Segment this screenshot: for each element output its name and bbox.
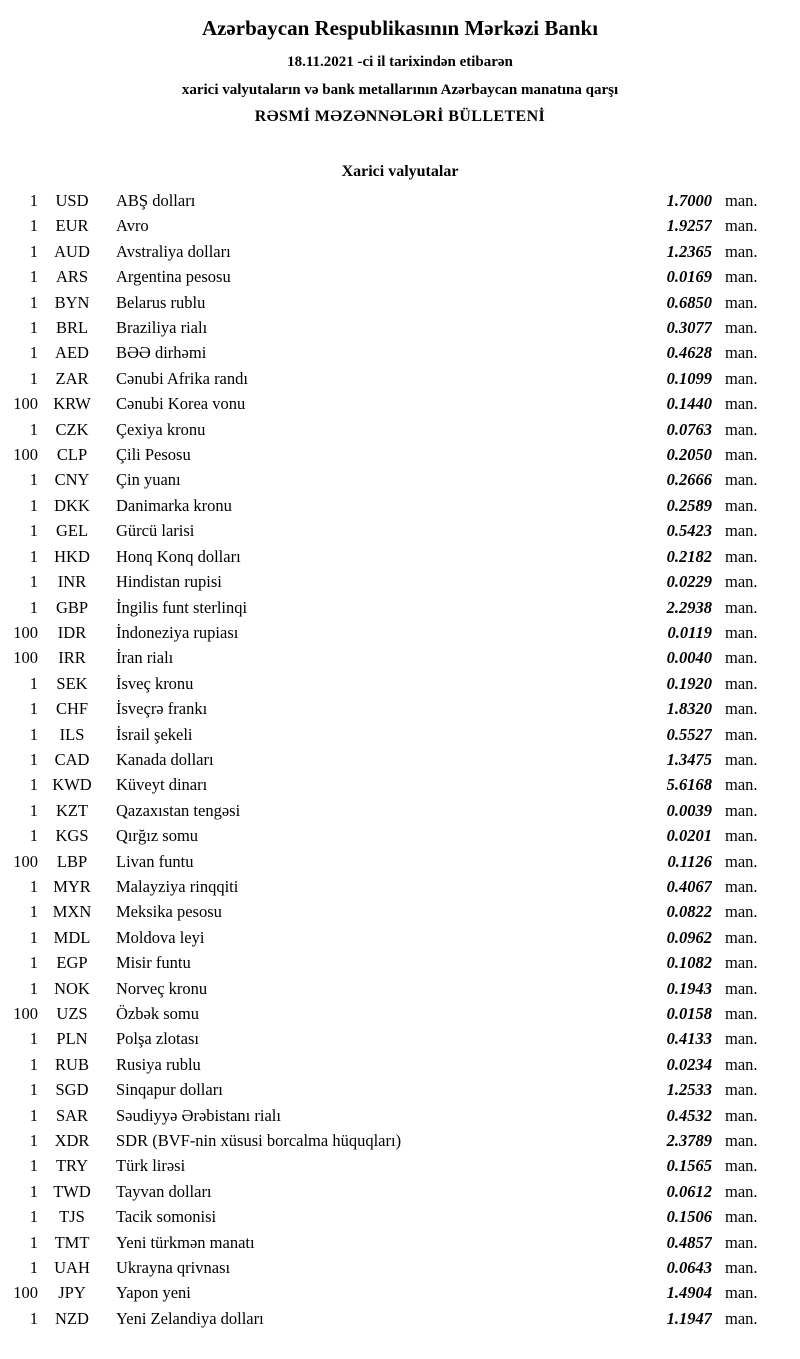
- table-row: [0, 747, 800, 772]
- row-currency-code: CNY: [54, 470, 90, 490]
- table-row: [0, 1077, 800, 1102]
- row-quantity: 1: [29, 749, 38, 769]
- row-unit-label: man.: [725, 724, 758, 744]
- table-row: [0, 1280, 800, 1305]
- row-quantity: 1: [29, 241, 38, 261]
- row-currency-name: Qırğız somu: [116, 826, 199, 846]
- row-rate-value: 0.2666: [666, 470, 712, 490]
- row-rate-value: 1.1947: [666, 1308, 712, 1328]
- row-unit-label: man.: [725, 978, 758, 998]
- row-unit-label: man.: [725, 1004, 758, 1023]
- row-unit-label: man.: [725, 419, 758, 439]
- row-currency-name: BƏƏ dirhəmi: [116, 343, 207, 363]
- row-quantity: 1: [29, 1105, 38, 1125]
- row-quantity: 1: [29, 1308, 38, 1328]
- table-row: [0, 569, 800, 594]
- row-rate-value: 0.1920: [666, 673, 712, 693]
- row-currency-name: Avro: [116, 216, 149, 236]
- row-currency-code: MYR: [53, 876, 91, 896]
- row-currency-code: SEK: [56, 673, 88, 693]
- row-currency-name: Gürcü larisi: [116, 521, 195, 541]
- row-unit-label: man.: [725, 622, 758, 642]
- row-rate-value: 0.2182: [666, 546, 712, 566]
- row-currency-name: Sinqapur dolları: [116, 1080, 223, 1100]
- table-row: [0, 1230, 800, 1255]
- row-currency-code: ZAR: [55, 368, 89, 388]
- row-rate-value: 0.0822: [666, 902, 712, 922]
- row-currency-name: Norveç kronu: [116, 978, 208, 998]
- row-quantity: 1: [29, 1258, 38, 1278]
- table-row: [0, 925, 800, 950]
- row-quantity: 1: [29, 216, 38, 236]
- row-rate-value: 0.4133: [666, 1029, 712, 1049]
- row-currency-name: Avstraliya dolları: [116, 241, 231, 261]
- row-currency-name: Cənubi Afrika randı: [116, 368, 248, 388]
- table-row: [0, 950, 800, 975]
- row-currency-code: TRY: [55, 1156, 89, 1176]
- row-rate-value: 1.7000: [666, 191, 712, 210]
- row-unit-label: man.: [725, 1029, 758, 1049]
- row-currency-name: İran rialı: [116, 648, 174, 668]
- table-row: [0, 976, 800, 1001]
- row-currency-code: BYN: [54, 292, 90, 312]
- row-unit-label: man.: [725, 800, 758, 820]
- bulletin-header: [0, 16, 800, 126]
- row-quantity: 100: [13, 622, 38, 642]
- row-currency-name: Misir funtu: [116, 953, 191, 973]
- row-currency-name: İsveçrə frankı: [116, 699, 208, 719]
- row-currency-code: GBP: [55, 597, 89, 617]
- row-rate-value: 0.1440: [666, 394, 712, 414]
- row-rate-value: 0.2589: [666, 495, 712, 515]
- row-unit-label: man.: [725, 1080, 758, 1100]
- row-quantity: 1: [29, 495, 38, 515]
- row-unit-label: man.: [725, 216, 758, 236]
- table-row: [0, 493, 800, 518]
- row-currency-name: Rusiya rublu: [116, 1054, 201, 1074]
- row-currency-name: Yeni Zelandiya dolları: [116, 1308, 264, 1328]
- table-row: [0, 645, 800, 670]
- table-row: [0, 290, 800, 315]
- row-unit-label: man.: [725, 318, 758, 338]
- row-quantity: 1: [29, 546, 38, 566]
- row-currency-code: SAR: [55, 1105, 89, 1125]
- row-rate-value: 0.1506: [666, 1207, 712, 1227]
- row-currency-name: Türk lirəsi: [116, 1156, 186, 1176]
- row-currency-name: İsrail şekeli: [116, 724, 193, 744]
- row-quantity: 1: [29, 419, 38, 439]
- row-currency-name: Səudiyyə Ərəbistanı rialı: [116, 1105, 281, 1125]
- row-currency-code: KZT: [55, 800, 89, 820]
- row-currency-code: USD: [55, 191, 89, 210]
- table-row: [0, 442, 800, 467]
- row-currency-code: AED: [55, 343, 89, 363]
- row-quantity: 1: [29, 343, 38, 363]
- table-row: [0, 213, 800, 238]
- row-unit-label: man.: [725, 876, 758, 896]
- row-unit-label: man.: [725, 851, 758, 871]
- row-unit-label: man.: [725, 267, 758, 287]
- row-currency-name: Tacik somonisi: [116, 1207, 217, 1227]
- row-unit-label: man.: [725, 775, 758, 795]
- row-currency-code: ARS: [55, 267, 89, 287]
- row-quantity: 1: [29, 368, 38, 388]
- table-row: [0, 772, 800, 797]
- row-quantity: 1: [29, 775, 38, 795]
- row-quantity: 1: [29, 1029, 38, 1049]
- row-currency-name: Polşa zlotası: [116, 1029, 199, 1049]
- row-rate-value: 0.5423: [666, 521, 712, 541]
- row-currency-code: MDL: [53, 927, 91, 947]
- row-quantity: 1: [29, 1156, 38, 1176]
- row-unit-label: man.: [725, 648, 758, 668]
- row-currency-code: HKD: [54, 546, 90, 566]
- row-unit-label: man.: [725, 572, 758, 592]
- row-rate-value: 1.9257: [666, 216, 712, 236]
- row-currency-code: TMT: [54, 1232, 90, 1252]
- row-currency-code: AUD: [54, 241, 90, 261]
- row-currency-name: Kanada dolları: [116, 749, 214, 769]
- row-currency-code: GEL: [55, 521, 89, 541]
- row-rate-value: 1.2365: [666, 241, 712, 261]
- row-rate-value: 0.1099: [666, 368, 712, 388]
- row-quantity: 1: [29, 800, 38, 820]
- row-currency-code: UZS: [56, 1004, 88, 1023]
- row-currency-code: EGP: [56, 953, 88, 973]
- row-rate-value: 0.5527: [666, 724, 712, 744]
- row-rate-value: 0.1943: [666, 978, 712, 998]
- row-unit-label: man.: [725, 1181, 758, 1201]
- row-unit-label: man.: [725, 546, 758, 566]
- currency-rates-body: [0, 188, 800, 1331]
- row-currency-code: EUR: [55, 216, 89, 236]
- row-currency-code: ILS: [59, 724, 85, 744]
- effective-date-line: 18.11.2021 -ci il tarixindən etibarən: [287, 54, 513, 70]
- row-unit-label: man.: [725, 826, 758, 846]
- row-currency-name: Cənubi Korea vonu: [116, 394, 246, 414]
- table-row: [0, 1128, 800, 1153]
- row-rate-value: 1.3475: [666, 749, 712, 769]
- row-rate-value: 0.0962: [666, 927, 712, 947]
- row-quantity: 100: [13, 1283, 38, 1303]
- row-currency-code: XDR: [54, 1131, 90, 1151]
- row-currency-name: Meksika pesosu: [116, 902, 222, 922]
- row-unit-label: man.: [725, 343, 758, 363]
- row-unit-label: man.: [725, 394, 758, 414]
- row-unit-label: man.: [725, 495, 758, 515]
- row-currency-code: BRL: [55, 318, 89, 338]
- row-quantity: 1: [29, 572, 38, 592]
- row-quantity: 1: [29, 1181, 38, 1201]
- row-quantity: 1: [29, 318, 38, 338]
- row-currency-code: MXN: [52, 902, 92, 922]
- row-quantity: 1: [29, 699, 38, 719]
- row-currency-name: İngilis funt sterlinqi: [116, 597, 248, 617]
- row-currency-code: KRW: [53, 394, 91, 414]
- row-quantity: 1: [29, 724, 38, 744]
- row-unit-label: man.: [725, 1156, 758, 1176]
- row-currency-code: UAH: [54, 1258, 90, 1278]
- bulletin-title: RƏSMİ MƏZƏNNƏLƏRİ BÜLLETENİ: [254, 108, 546, 125]
- row-rate-value: 0.2050: [666, 445, 712, 465]
- row-rate-value: 0.1565: [666, 1156, 712, 1176]
- row-quantity: 100: [13, 851, 38, 871]
- row-unit-label: man.: [725, 292, 758, 312]
- bank-title: Azərbaycan Respublikasının Mərkəzi Bankı: [201, 16, 599, 40]
- row-rate-value: 0.4532: [666, 1105, 712, 1125]
- row-rate-value: 0.0169: [666, 267, 712, 287]
- row-unit-label: man.: [725, 1105, 758, 1125]
- row-currency-code: PLN: [56, 1029, 88, 1049]
- section-title: Xarici valyutalar: [341, 163, 459, 180]
- table-row: [0, 1306, 800, 1331]
- table-row: [0, 467, 800, 492]
- table-row: [0, 823, 800, 848]
- row-currency-name: Malayziya rinqqiti: [116, 876, 239, 896]
- row-currency-code: CLP: [56, 445, 88, 465]
- row-currency-name: Tayvan dolları: [116, 1181, 212, 1201]
- row-unit-label: man.: [725, 673, 758, 693]
- row-currency-code: LBP: [56, 851, 88, 871]
- row-rate-value: 0.0229: [666, 572, 712, 592]
- table-row: [0, 1001, 800, 1026]
- row-quantity: 100: [13, 1004, 38, 1023]
- table-row: [0, 1153, 800, 1178]
- row-rate-value: 1.8320: [666, 699, 712, 719]
- row-unit-label: man.: [725, 191, 758, 210]
- table-row: [0, 849, 800, 874]
- table-row: [0, 671, 800, 696]
- row-rate-value: 5.6168: [666, 775, 712, 795]
- row-currency-name: Livan funtu: [116, 851, 194, 871]
- row-rate-value: 0.3077: [666, 318, 712, 338]
- row-currency-code: KGS: [55, 826, 89, 846]
- table-row: [0, 315, 800, 340]
- row-currency-code: IRR: [58, 648, 86, 668]
- row-quantity: 1: [29, 826, 38, 846]
- table-row: [0, 544, 800, 569]
- row-unit-label: man.: [725, 368, 758, 388]
- row-currency-code: CZK: [55, 419, 89, 439]
- row-unit-label: man.: [725, 1283, 758, 1303]
- row-quantity: 1: [29, 521, 38, 541]
- row-currency-name: Qazaxıstan tengəsi: [116, 800, 241, 820]
- row-quantity: 1: [29, 1131, 38, 1151]
- row-quantity: 1: [29, 1054, 38, 1074]
- row-rate-value: 0.0201: [666, 826, 712, 846]
- row-currency-code: NZD: [55, 1308, 89, 1328]
- table-row: [0, 722, 800, 747]
- row-currency-name: Çin yuanı: [116, 470, 181, 490]
- row-currency-name: Braziliya rialı: [116, 318, 208, 338]
- row-currency-code: KWD: [52, 775, 92, 795]
- subtitle-line: xarici valyutaların və bank metallarının Azərbaycan manatına qarşı: [181, 82, 619, 98]
- row-rate-value: 0.0039: [666, 800, 712, 820]
- row-currency-code: JPY: [58, 1283, 86, 1303]
- row-rate-value: 0.0234: [666, 1054, 712, 1074]
- row-rate-value: 0.1126: [667, 851, 712, 871]
- row-currency-name: ABŞ dolları: [116, 191, 196, 210]
- row-currency-name: Yeni türkmən manatı: [116, 1232, 255, 1252]
- row-quantity: 1: [29, 292, 38, 312]
- row-unit-label: man.: [725, 597, 758, 617]
- row-rate-value: 0.0158: [666, 1004, 712, 1023]
- row-currency-code: CHF: [55, 699, 89, 719]
- row-unit-label: man.: [725, 521, 758, 541]
- table-row: [0, 264, 800, 289]
- row-currency-code: IDR: [57, 622, 87, 642]
- row-rate-value: 0.1082: [666, 953, 712, 973]
- table-row: [0, 899, 800, 924]
- row-unit-label: man.: [725, 1232, 758, 1252]
- row-unit-label: man.: [725, 927, 758, 947]
- row-unit-label: man.: [725, 1131, 758, 1151]
- row-currency-code: TJS: [59, 1207, 85, 1227]
- table-row: [0, 1255, 800, 1280]
- table-row: [0, 798, 800, 823]
- row-currency-code: CAD: [54, 749, 90, 769]
- row-unit-label: man.: [725, 445, 758, 465]
- table-row: [0, 1179, 800, 1204]
- row-rate-value: 1.4904: [666, 1283, 712, 1303]
- table-row: [0, 391, 800, 416]
- row-rate-value: 0.0119: [667, 622, 712, 642]
- row-unit-label: man.: [725, 1054, 758, 1074]
- table-row: [0, 417, 800, 442]
- row-currency-name: SDR (BVF-nin xüsusi borcalma hüquqları): [116, 1131, 402, 1151]
- row-quantity: 1: [29, 191, 38, 210]
- row-quantity: 1: [29, 470, 38, 490]
- row-currency-name: Belarus rublu: [116, 292, 206, 312]
- row-currency-name: Çili Pesosu: [116, 445, 191, 465]
- table-row: [0, 595, 800, 620]
- table-row: [0, 620, 800, 645]
- row-currency-code: TWD: [53, 1181, 91, 1201]
- row-rate-value: 0.0763: [666, 419, 712, 439]
- row-quantity: 1: [29, 978, 38, 998]
- row-quantity: 100: [13, 445, 38, 465]
- table-row: [0, 1103, 800, 1128]
- currency-rates-table: [0, 188, 800, 1331]
- row-rate-value: 2.3789: [666, 1131, 712, 1151]
- row-quantity: 1: [29, 953, 38, 973]
- row-currency-name: Moldova leyi: [116, 927, 205, 947]
- row-currency-name: Hindistan rupisi: [116, 572, 222, 592]
- row-unit-label: man.: [725, 699, 758, 719]
- row-quantity: 1: [29, 1232, 38, 1252]
- table-row: [0, 696, 800, 721]
- row-unit-label: man.: [725, 749, 758, 769]
- row-currency-name: İsveç kronu: [116, 673, 194, 693]
- row-currency-code: DKK: [54, 495, 90, 515]
- row-quantity: 1: [29, 876, 38, 896]
- table-row: [0, 366, 800, 391]
- row-currency-name: Küveyt dinarı: [116, 775, 208, 795]
- table-row: [0, 188, 800, 213]
- row-rate-value: 0.4067: [666, 876, 712, 896]
- table-row: [0, 239, 800, 264]
- row-currency-name: Özbək somu: [116, 1004, 199, 1023]
- row-unit-label: man.: [725, 470, 758, 490]
- row-unit-label: man.: [725, 241, 758, 261]
- row-currency-name: İndoneziya rupiası: [116, 622, 239, 642]
- row-quantity: 100: [13, 648, 38, 668]
- row-currency-name: Danimarka kronu: [116, 495, 232, 515]
- row-rate-value: 0.0040: [666, 648, 712, 668]
- row-unit-label: man.: [725, 953, 758, 973]
- row-currency-name: Yapon yeni: [116, 1283, 191, 1303]
- row-quantity: 1: [29, 927, 38, 947]
- row-quantity: 1: [29, 902, 38, 922]
- row-rate-value: 0.0643: [666, 1258, 712, 1278]
- row-rate-value: 0.4628: [666, 343, 712, 363]
- row-unit-label: man.: [725, 902, 758, 922]
- table-row: [0, 874, 800, 899]
- row-quantity: 1: [29, 267, 38, 287]
- row-currency-name: Honq Konq dolları: [116, 546, 241, 566]
- row-unit-label: man.: [725, 1207, 758, 1227]
- row-rate-value: 0.4857: [666, 1232, 712, 1252]
- table-row: [0, 1204, 800, 1229]
- row-currency-name: Ukrayna qrivnası: [116, 1258, 231, 1278]
- row-currency-name: Çexiya kronu: [116, 419, 206, 439]
- row-quantity: 100: [13, 394, 38, 414]
- row-quantity: 1: [29, 1207, 38, 1227]
- row-unit-label: man.: [725, 1258, 758, 1278]
- row-rate-value: 2.2938: [666, 597, 712, 617]
- row-unit-label: man.: [725, 1308, 758, 1328]
- row-currency-code: NOK: [54, 978, 90, 998]
- table-row: [0, 518, 800, 543]
- row-currency-code: SGD: [55, 1080, 89, 1100]
- row-quantity: 1: [29, 673, 38, 693]
- table-row: [0, 340, 800, 365]
- row-rate-value: 1.2533: [666, 1080, 712, 1100]
- row-rate-value: 0.0612: [666, 1181, 712, 1201]
- row-quantity: 1: [29, 1080, 38, 1100]
- row-quantity: 1: [29, 597, 38, 617]
- table-row: [0, 1026, 800, 1051]
- row-currency-name: Argentina pesosu: [116, 267, 231, 287]
- row-currency-code: RUB: [55, 1054, 89, 1074]
- row-rate-value: 0.6850: [666, 292, 712, 312]
- row-currency-code: INR: [57, 572, 87, 592]
- table-row: [0, 1052, 800, 1077]
